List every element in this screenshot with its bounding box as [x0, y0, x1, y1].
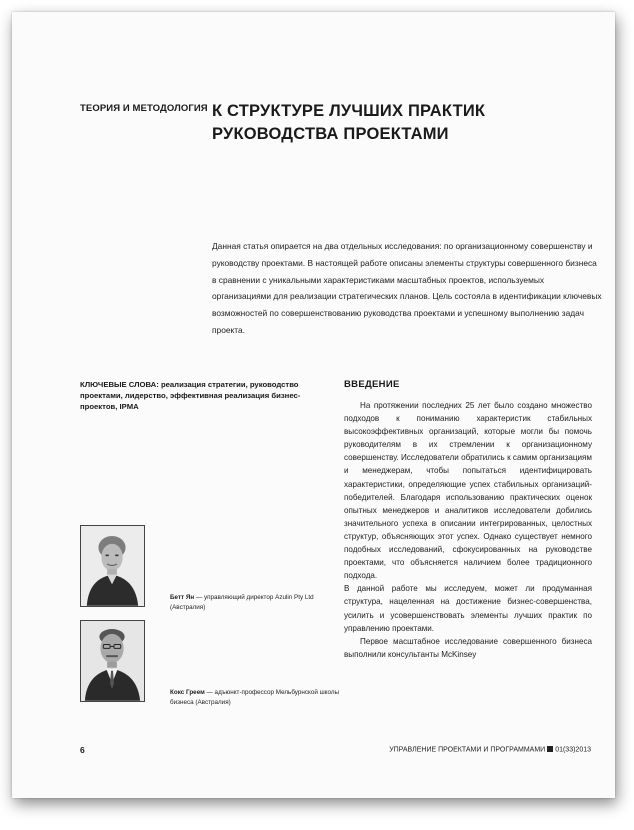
author-portrait-man: [81, 621, 144, 701]
introduction-body: [344, 399, 592, 661]
introduction-paragraph: Первое масштабное исследование совершенного бизнеса выполнили консультанты McKinsey: [344, 636, 592, 659]
running-footer: [389, 746, 591, 754]
square-separator-icon: [547, 746, 553, 752]
keywords-label: КЛЮЧЕВЫЕ СЛОВА:: [80, 380, 159, 389]
introduction-paragraph: На протяжении последних 25 лет было создано множество подходов к пониманию характеристик стабильных высокоэффективных организаций, которые могли бы помочь руководителям в их стремлении к организационному совершенству. Исследователи обратились к самим организациям и менеджерам, чтобы попытаться идентифицировать характеристики, определяющие успех стабильных организаций-победителей. Благодаря использованию практических оценок опытных менеджеров и аналитиков исследователи добились значительного успеха в описании интегрированных, целостных структур, объясняющих этот успех. Однако существует немного подобных исследований, сфокусированных на руководстве проектами, что объясняется наличием более традиционного подхода.: [344, 401, 592, 581]
author-photo-1: [80, 525, 145, 607]
introduction-heading: ВВЕДЕНИЕ: [344, 379, 400, 390]
journal-issue: 01(33)2013: [555, 746, 591, 754]
article-title: [212, 100, 485, 146]
author-name: Бетт Ян: [170, 594, 195, 601]
author-name: Кокс Греем: [170, 689, 205, 696]
article-title-line-2: РУКОВОДСТВА ПРОЕКТАМИ: [212, 125, 449, 143]
author-caption-1: [170, 593, 340, 612]
article-title-line-1: К СТРУКТУРЕ ЛУЧШИХ ПРАКТИК: [212, 102, 486, 120]
introduction-paragraph: В данной работе мы исследуем, может ли продуманная структура, нацеленная на достижение бизнес-совершенства, усилить и усовершенствовать элементы лучших практик по управлению проектами.: [344, 584, 592, 633]
author-caption-2: [170, 688, 340, 707]
author-photo-2: [80, 620, 145, 702]
author-description: — адъюнкт-профессор Мельбурнской школы бизнеса (Австралия): [170, 689, 340, 706]
author-portrait-woman: [81, 526, 144, 606]
keywords: [80, 379, 335, 412]
section-label: ТЕОРИЯ И МЕТОДОЛОГИЯ: [80, 103, 208, 114]
journal-page: [12, 12, 615, 798]
page-number: 6: [80, 745, 85, 755]
keywords-text: реализация стратегии, руководство проектами, лидерство, эффективная реализация бизнес-проектов, IPMA: [80, 380, 301, 411]
journal-name: УПРАВЛЕНИЕ ПРОЕКТАМИ И ПРОГРАММАМИ: [389, 746, 546, 754]
abstract: Данная статья опирается на два отдельных исследования: по организационному совершенству и руководству проектами. В настоящей работе описаны элементы структуры совершенного бизнеса в сравнении с уникальными характеристиками масштабных проектов, используемых организациями для реализации стратегических планов. Цель состояла в идентификации ключевых возможностей по совершенствованию руководства проектами и успешному выполнению задач проекта.: [212, 241, 602, 335]
author-description: — управляющий директор Azulin Pty Ltd (Австралия): [170, 594, 314, 611]
